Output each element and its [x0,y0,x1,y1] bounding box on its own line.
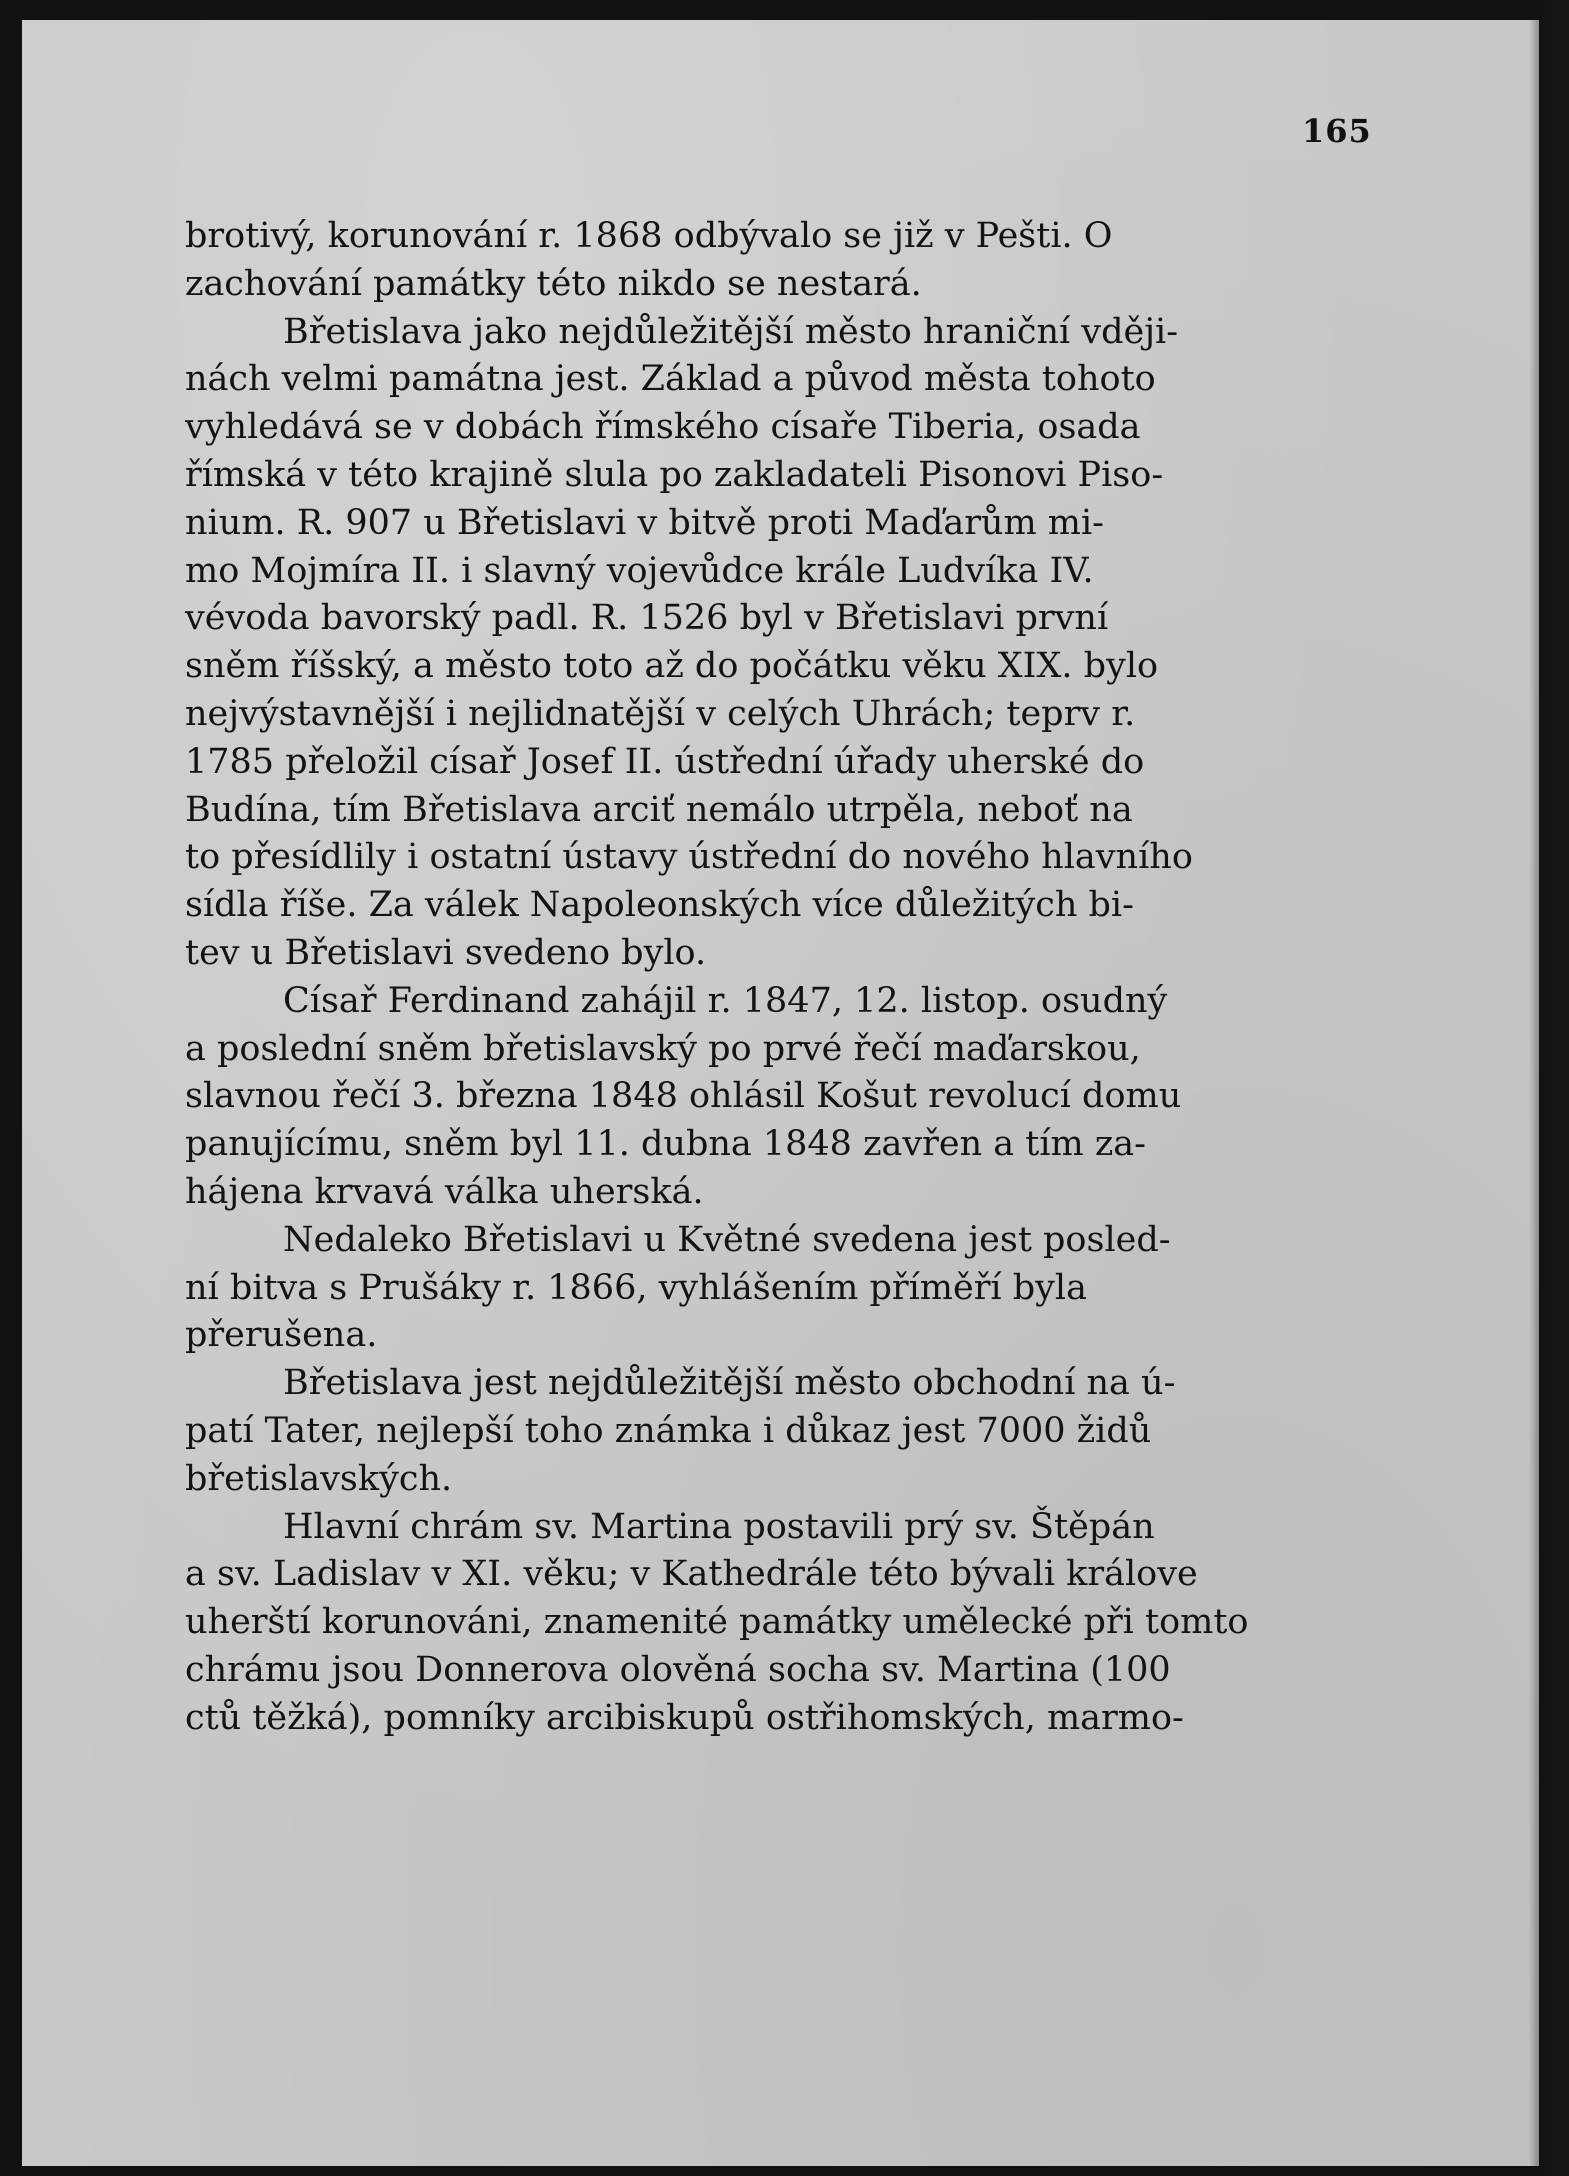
text-line: břetislavských. [185,1458,453,1499]
text-line: nách velmi památna jest. Základ a původ města tohoto [185,359,1156,400]
page-number: 165 [1302,112,1372,150]
text-line: nejvýstavnější i nejlidnatější v celých Uhrách; teprv r. [185,693,1136,734]
text-line: panujícímu, sněm byl 11. dubna 1848 zavřen a tím za- [185,1124,1146,1165]
text-line: brotivý, korunování r. 1868 odbývalo se již v Pešti. O [185,216,1113,256]
text-line: a poslední sněm břetislavský po prvé řečí maďarskou, [185,1028,1141,1069]
text-line: římská v této krajině slula po zakladateli Pisonovi Piso- [185,454,1164,495]
text-line: ctů těžká), pomníky arcibiskupů ostřihomských, marmo- [185,1697,1184,1738]
text-line: slavnou řečí 3. března 1848 ohlásil Košut revolucí domu [185,1076,1182,1117]
paragraph-start-line: Břetislava jest nejdůležitější město obchodní na ú- [283,1363,1176,1404]
page-edge-shadow [1529,0,1569,2176]
text-line: vyhledává se v dobách římského císaře Tiberia, osada [185,407,1141,448]
text-line: ní bitva s Prušáky r. 1866, vyhlášením příměří byla [185,1267,1087,1308]
text-line: to přesídlily i ostatní ústavy ústřední do nového hlavního [185,837,1193,878]
paragraph-start-line: Břetislava jako nejdůležitější město hraniční vději- [283,311,1179,352]
body-text [185,213,1375,1743]
text-line: sněm říšský, a město toto až do počátku věku XIX. bylo [185,646,1159,687]
paragraph-start-line: Nedaleko Břetislavi u Květné svedena jest posled- [283,1219,1171,1260]
text-line: a sv. Ladislav v XI. věku; v Kathedrále této bývali králove [185,1554,1198,1595]
text-line: hájena krvavá válka uherská. [185,1171,704,1212]
text-line: uherští korunováni, znamenité památky umělecké při tomto [185,1602,1249,1643]
text-line: zachování památky této nikdo se nestará. [185,263,922,304]
text-line: chrámu jsou Donnerova olověná socha sv. Martina (100 [185,1649,1171,1690]
paragraph-start-line: Hlavní chrám sv. Martina postavili prý sv. Štěpán [283,1506,1155,1547]
text-line: nium. R. 907 u Břetislavi v bitvě proti Maďarům mi- [185,502,1104,543]
text-line: sídla říše. Za válek Napoleonských více důležitých bi- [185,885,1134,926]
text-line: patí Tater, nejlepší toho známka i důkaz jest 7000 židů [185,1410,1152,1451]
text-line: tev u Břetislavi svedeno bylo. [185,932,707,973]
text-line: přerušena. [185,1315,378,1356]
paragraph-start-line: Císař Ferdinand zahájil r. 1847, 12. listop. osudný [283,980,1168,1021]
text-line: vévoda bavorský padl. R. 1526 byl v Břetislavi první [185,598,1109,639]
text-line: Budína, tím Břetislava arciť nemálo utrpěla, neboť na [185,789,1133,830]
text-line: mo Mojmíra II. i slavný vojevůdce krále Ludvíka IV. [185,550,1094,591]
text-line: 1785 přeložil císař Josef II. ústřední úřady uherské do [185,741,1145,782]
